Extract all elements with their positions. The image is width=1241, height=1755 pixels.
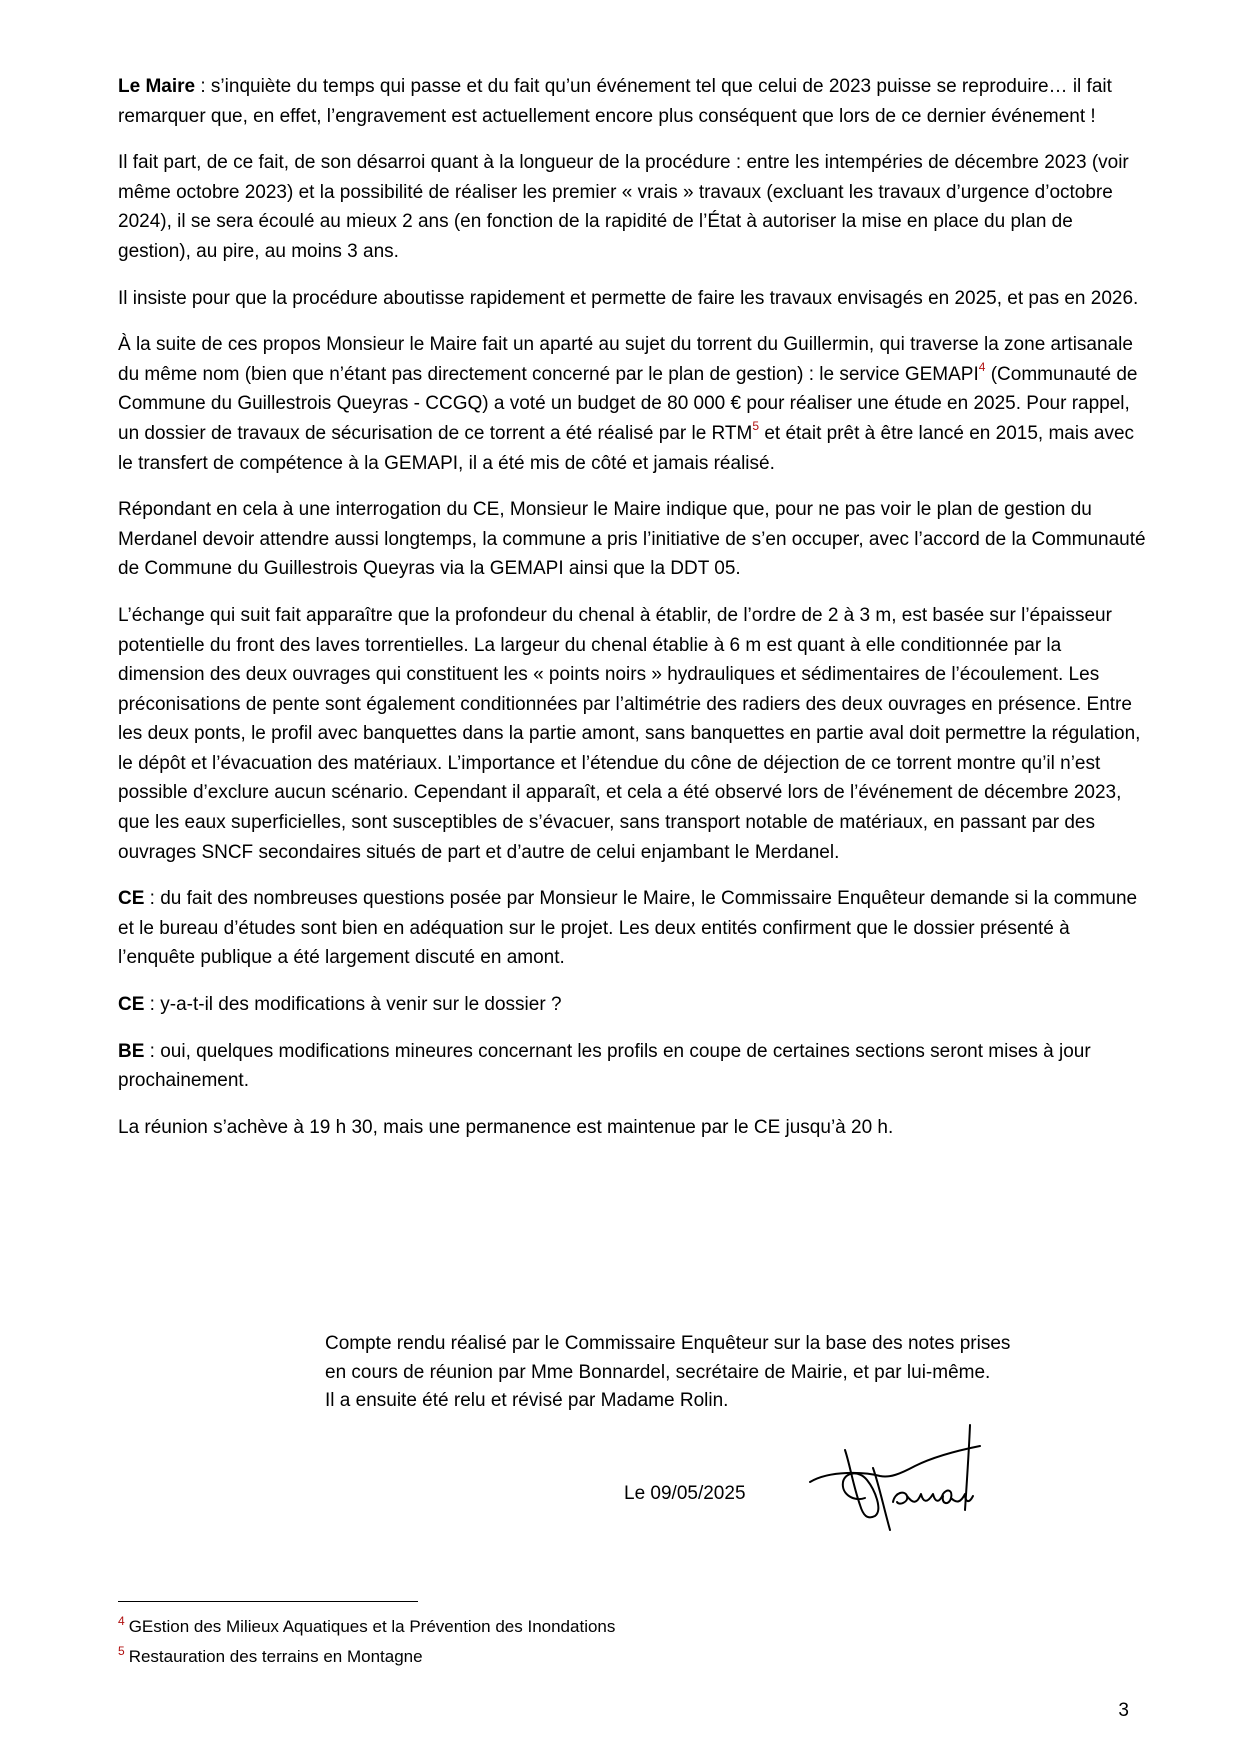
paragraph-guillermin	[118, 330, 1148, 478]
paragraph-text: : du fait des nombreuses questions posée par Monsieur le Maire, le Commissaire Enquêteur demande si la commune et le bureau d’études sont bien en adéquation sur le projet. Les deux entités confirment que le dossier présenté à l’enquête publique a été largement discuté en amont.	[118, 888, 1138, 969]
signature-image	[805, 1420, 985, 1535]
signoff-block	[325, 1330, 1085, 1416]
page-number: 3	[1118, 1700, 1129, 1721]
footnote-text: GEstion des Milieux Aquatiques et la Prévention des Inondations	[128, 1617, 616, 1636]
speaker-label: Le Maire	[118, 76, 196, 97]
paragraph-text: Répondant en cela à une interrogation du CE, Monsieur le Maire indique que, pour ne pas voir le plan de gestion du Merdanel devoir attendre aussi longtemps, la commune a pris l’initiative de s’en occuper, avec l’accord de la Communauté de Commune du Guillestrois Queyras via la GEMAPI ainsi que la DDT 05.	[118, 499, 1146, 580]
footnote-ref-5[interactable]: 5	[752, 418, 760, 433]
speaker-label: CE	[118, 994, 145, 1016]
paragraph-text: : oui, quelques modifications mineures concernant les profils en coupe de certaines sections seront mises à jour prochainement.	[118, 1040, 1091, 1092]
paragraph-ce-question-1	[118, 884, 1148, 973]
paragraph-insist	[118, 284, 1148, 314]
paragraph-closing	[118, 1113, 1148, 1143]
signoff-line: Il a ensuite été relu et révisé par Madame Rolin.	[325, 1390, 729, 1411]
paragraph-text: Il insiste pour que la procédure aboutisse rapidement et permette de faire les travaux envisagés en 2025, et pas en 2026.	[118, 287, 1139, 309]
paragraph-procedure-length	[118, 148, 1148, 266]
paragraph-be-answer	[118, 1037, 1148, 1096]
paragraph-text: et était prêt à être lancé en 2015, mais avec le transfert de compétence à la GEMAPI, il a été mis de côté et jamais réalisé.	[118, 422, 1135, 474]
paragraph-text: : s’inquiète du temps qui passe et du fait qu’un événement tel que celui de 2023 puisse se reproduire… il fait remarquer que, en effet, l’engravement est actuellement encore plus conséquent que lors de ce dernier événement !	[118, 76, 1112, 127]
paragraph-text: La réunion s’achève à 19 h 30, mais une permanence est maintenue par le CE jusqu’à 20 h.	[118, 1116, 894, 1138]
footnote-number: 4	[118, 1614, 125, 1628]
footnote-text: Restauration des terrains en Montagne	[128, 1647, 423, 1666]
footnote-4	[118, 1612, 615, 1642]
paragraph-text: : y-a-t-il des modifications à venir sur le dossier ?	[144, 994, 562, 1016]
speaker-label: BE	[118, 1040, 145, 1062]
speaker-label: CE	[118, 888, 145, 910]
paragraph-merdanel	[118, 495, 1148, 584]
footnote-separator	[118, 1601, 418, 1602]
footnotes	[118, 1612, 615, 1672]
footnote-ref-4[interactable]: 4	[978, 359, 986, 374]
paragraph-ce-question-2	[118, 990, 1148, 1020]
signoff-line: Compte rendu réalisé par le Commissaire Enquêteur sur la base des notes prises	[325, 1333, 1011, 1354]
paragraph-text: L’échange qui suit fait apparaître que la profondeur du chenal à établir, de l’ordre de 2 à 3 m, est basée sur l’épaisseur potentielle du front des laves torrentielles. La largeur du chenal établie à 6 m est quant à elle conditionnée par la dimension des deux ouvrages qui constituent les « points noirs » hydrauliques et sédimentaires de l’écoulement. Les préconisations de pente sont également conditionnées par l’altimétrie des radiers des deux ouvrages en présence. Entre les deux ponts, le profil avec banquettes dans la partie amont, sans banquettes en partie aval doit permettre la régulation, le dépôt et l’évacuation des matériaux. L’importance et l’étendue du cône de déjection de ce torrent montre qu’il n’est possible d’exclure aucun scénario. Cependant il apparaît, et cela a été observé lors de l’événement de décembre 2023, que les eaux superficielles, sont susceptibles de s’évacuer, sans transport notable de matériaux, en passant par des ouvrages SNCF secondaires situés de part et d’autre de celui enjambant le Merdanel.	[118, 604, 1141, 863]
paragraph-maire-intro	[118, 72, 1148, 131]
paragraph-echange	[118, 601, 1148, 867]
footnote-5	[118, 1642, 615, 1672]
footnote-number: 5	[118, 1644, 125, 1658]
document-body	[118, 72, 1148, 1159]
paragraph-text: À la suite de ces propos Monsieur le Maire fait un aparté au sujet du torrent du Guillermin, qui traverse la zone artisanale du même nom (bien que n’étant pas directement concerné par le plan de gestion) : le service GEMAPI	[118, 334, 1133, 385]
paragraph-text: Il fait part, de ce fait, de son désarroi quant à la longueur de la procédure : entre les intempéries de décembre 2023 (voir même octobre 2023) et la possibilité de réaliser les premier « vrais » travaux (excluant les travaux d’urgence d’octobre 2024), il se sera écoulé au mieux 2 ans (en fonction de la rapidité de l’État à autoriser la mise en place du plan de gestion), au pire, au moins 3 ans.	[118, 152, 1129, 262]
date-line: Le 09/05/2025	[624, 1483, 746, 1504]
paragraph-text: (Communauté de Commune du Guillestrois Queyras - CCGQ) a voté un budget de 80 000 € pour réaliser une étude en 2025. Pour rappel, un dossier de travaux de sécurisation de ce torrent a été réalisé par le RTM	[118, 363, 1138, 444]
signoff-line: en cours de réunion par Mme Bonnardel, secrétaire de Mairie, et par lui-même.	[325, 1361, 991, 1383]
